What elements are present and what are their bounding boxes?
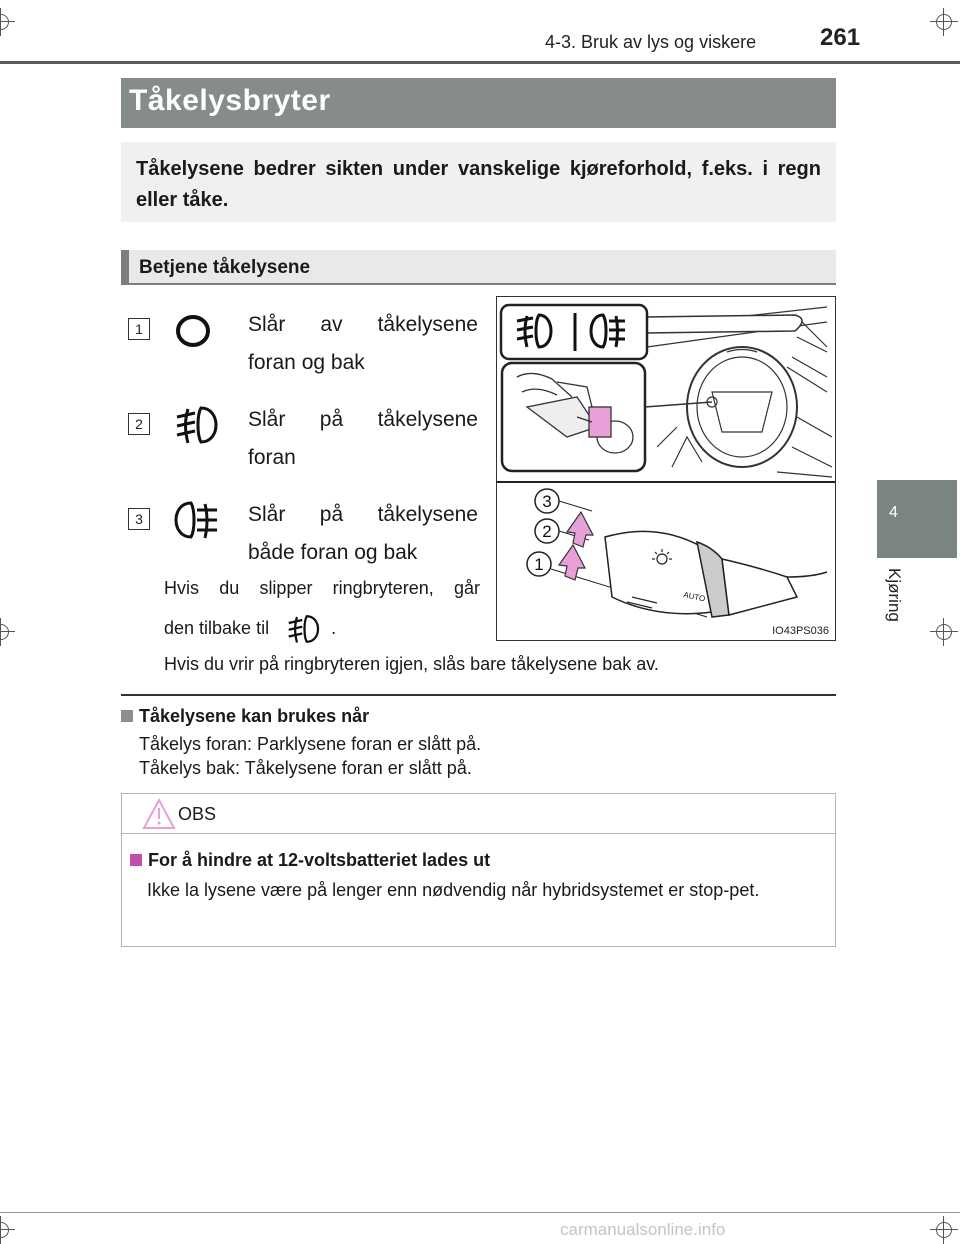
illustration-callout-1: 1: [534, 555, 544, 574]
obs-body: Ikke la lysene være på lenger enn nødvendig når hybridsystemet er stop-pet.: [147, 880, 760, 900]
info-line: Tåkelys foran: Parklysene foran er slått på.: [139, 734, 482, 754]
note-release: Hvis du slipper ringbryteren, går: [164, 578, 480, 598]
subheading: [121, 250, 836, 285]
front-fog-icon: [171, 405, 221, 445]
page-header: [0, 22, 960, 62]
subheading-text: Betjene tåkelysene: [139, 257, 311, 278]
section-title: 4-3. Bruk av lys og viskere: [545, 32, 757, 52]
illustration-code: IO43PS036: [772, 625, 829, 637]
obs-bullet-icon: [130, 854, 142, 866]
crop-mark-mid-right: [930, 618, 958, 646]
watermark: carmanualsonline.info: [560, 1220, 726, 1239]
step-marker-2: 2: [128, 413, 150, 435]
info-block: [121, 706, 836, 780]
title-bar: [121, 78, 836, 128]
illustration-callout-2: 2: [542, 522, 552, 541]
footer-rule: [0, 1212, 960, 1213]
page-number: 261: [820, 24, 861, 51]
step-marker-3: 3: [128, 508, 150, 530]
chapter-tab: [877, 480, 957, 558]
header-rule: [0, 61, 960, 64]
info-bullet-icon: [121, 710, 133, 722]
chapter-number: 4: [889, 504, 898, 521]
front-fog-inline-icon: [283, 614, 323, 644]
info-line: Tåkelys bak: Tåkelysene foran er slått på.: [139, 758, 472, 778]
switch-diagram-graphic: [497, 297, 836, 641]
rear-fog-icon: [171, 500, 221, 540]
off-icon: [171, 310, 221, 350]
section-rule: [121, 694, 836, 696]
page-title: Tåkelysbryter: [129, 84, 331, 117]
info-heading: Tåkelysene kan brukes når: [139, 706, 370, 726]
note-return: den tilbake til .: [164, 614, 336, 644]
crop-mark-mid-left: [0, 618, 15, 646]
illustration-callout-3: 3: [542, 492, 552, 511]
intro-text: Tåkelysene bedrer sikten under vanskelige kjøreforhold, f.eks. i regn eller tåke.: [136, 158, 821, 211]
obs-box: [121, 793, 836, 947]
note-turn-again: Hvis du vrir på ringbryteren igjen, slås bare tåkelysene bak av.: [164, 654, 659, 674]
fog-switch-illustration: [496, 296, 836, 641]
intro-box: [121, 142, 836, 222]
chapter-label: [880, 568, 908, 638]
crop-mark-bottom-right: [930, 1216, 958, 1244]
chapter-label-text: Kjøring: [885, 568, 904, 622]
warning-icon: [142, 798, 176, 830]
obs-label: OBS: [178, 804, 217, 824]
step-marker-1: 1: [128, 318, 150, 340]
obs-heading: For å hindre at 12-voltsbatteriet lades ut: [148, 850, 491, 870]
crop-mark-bottom-left: [0, 1216, 15, 1244]
switch-auto-label: AUTO: [682, 590, 707, 604]
